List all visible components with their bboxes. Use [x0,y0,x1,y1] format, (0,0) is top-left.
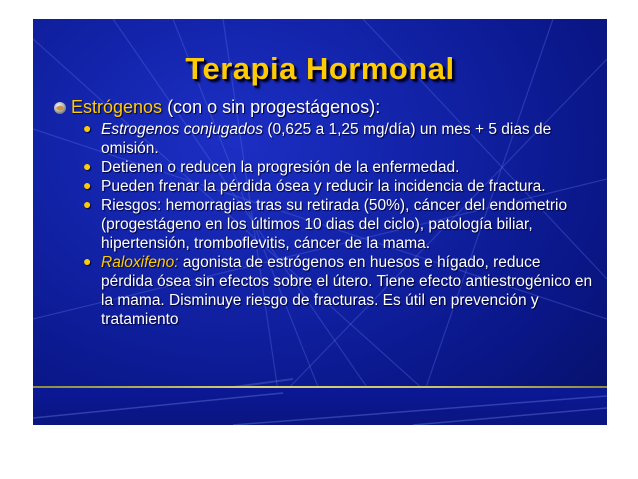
dot-bullet-icon: ● [83,120,92,136]
list-item [83,253,593,329]
footer-band [33,388,607,425]
list-item [83,177,593,196]
main-item-lead: Estrógenos [71,97,163,117]
ornament-bullet-icon [53,98,71,120]
dot-bullet-icon: ● [83,158,92,174]
slide-title: Terapia Hormonal [185,51,455,86]
sub-bullet-list [53,120,593,329]
sub-item-rest: agonista de estrógenos en huesos e hígado, reduce pérdida ósea sin efectos sobre el útero. Tiene efecto antiestrogénico en la mama. Disminuye riesgo de fracturas. Es útil en prevención y tratamiento [101,254,593,328]
footer-rays [33,388,607,425]
main-bullet-item [53,96,593,118]
dot-bullet-icon: ● [83,177,92,193]
sub-item-rest: (0,625 a 1,25 mg/día) un mes + 5 dias de omisión. [101,121,552,157]
list-item [83,120,593,158]
main-item-rest: (con o sin progestágenos): [162,97,381,117]
dot-bullet-icon: ● [83,196,92,212]
list-item [83,158,593,177]
dot-bullet-icon: ● [83,253,92,269]
slide-content [53,96,593,329]
sub-item-lead: Estrogenos conjugados [101,121,264,138]
sub-item-text: Detienen o reducen la progresión de la enfermedad. [101,159,460,176]
slide [33,19,607,425]
sub-item-text: Pueden frenar la pérdida ósea y reducir la incidencia de fractura. [101,178,546,195]
list-item [83,196,593,253]
sub-item-lead: Raloxifeno: [101,254,179,271]
sub-item-text: Riesgos: hemorragias tras su retirada (50%), cáncer del endometrio (progestágeno en los últimos 10 dias del ciclo), patología biliar, hipertensión, tromboflevitis, cáncer de la mama. [101,197,568,252]
